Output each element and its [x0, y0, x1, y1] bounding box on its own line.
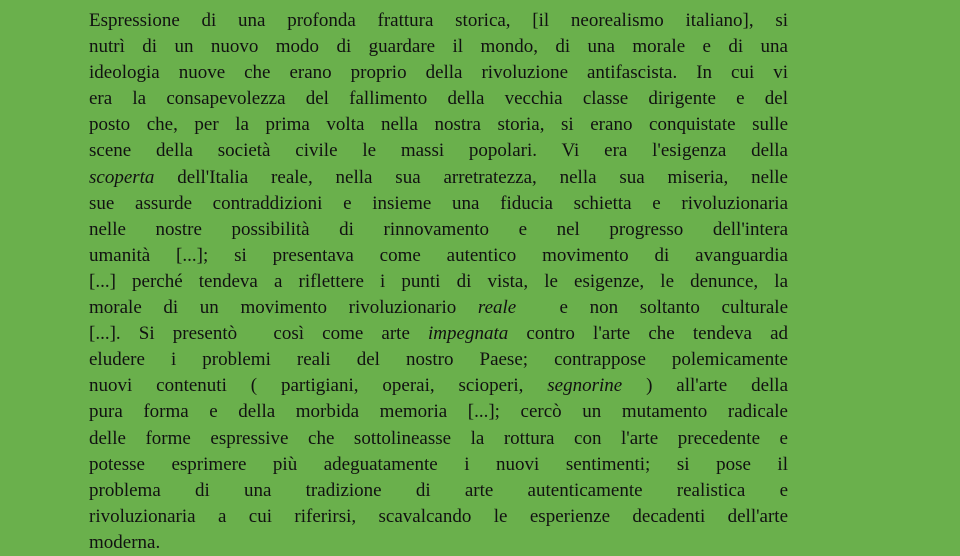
italic-term: reale: [477, 297, 517, 319]
text-segment: e non soltanto culturale: [516, 297, 788, 319]
text-line: [89, 34, 788, 60]
text-line: [89, 452, 788, 478]
text-segment: delle forme espressive che sottolineasse la rottura con l'arte precedente e: [89, 427, 788, 449]
text-line: [89, 112, 788, 138]
text-segment: potesse esprimere più adeguatamente i nuovi sentimenti; si pose il: [89, 453, 788, 475]
text-line: [89, 321, 788, 347]
text-segment: nelle nostre possibilità di rinnovamento e nel progresso dell'intera: [89, 218, 788, 240]
text-segment: sue assurde contraddizioni e insieme una fiducia schietta e rivoluzionaria: [89, 192, 788, 214]
text-segment: ) all'arte della: [622, 375, 789, 397]
text-line: [89, 399, 788, 425]
text-line: [89, 86, 788, 112]
text-line: [89, 295, 788, 321]
text-line: [89, 530, 788, 556]
text-segment: nutrì di un nuovo modo di guardare il mondo, di una morale e di una: [89, 36, 788, 58]
text-line: [89, 373, 788, 399]
text-segment: rivoluzionaria a cui riferirsi, scavalcando le esperienze decadenti dell'arte: [89, 505, 788, 527]
text-segment: Espressione di una profonda frattura storica, [il neorealismo italiano], si: [89, 10, 788, 31]
text-line: [89, 138, 788, 164]
text-line: [89, 269, 788, 295]
text-line: [89, 504, 788, 530]
text-segment: nuovi contenuti ( partigiani, operai, scioperi,: [89, 375, 548, 397]
text-line: [89, 60, 788, 86]
text-segment: scene della società civile le massi popolari. Vi era l'esigenza della: [89, 140, 788, 162]
text-line: [89, 243, 788, 269]
text-line: [89, 217, 788, 243]
text-segment: [...] perché tendeva a riflettere i punti di vista, le esigenze, le denunce, la: [89, 270, 788, 292]
text-segment: umanità [...]; si presentava come autentico movimento di avanguardia: [89, 244, 788, 266]
text-segment: dell'Italia reale, nella sua arretratezza, nella sua miseria, nelle: [154, 166, 788, 188]
text-segment: era la consapevolezza del fallimento della vecchia classe dirigente e del: [89, 88, 788, 110]
text-segment: morale di un movimento rivoluzionario: [89, 297, 478, 319]
text-line: [89, 347, 788, 373]
text-line: [89, 191, 788, 217]
italic-term: scoperta: [89, 166, 155, 188]
text-segment: eludere i problemi reali del nostro Paese; contrappose polemicamente: [89, 349, 788, 371]
italic-term: impegnata: [428, 323, 509, 345]
quote-text-block: [89, 8, 788, 556]
text-line: [89, 426, 788, 452]
text-segment: [...]. Si presentò così come arte: [89, 323, 429, 345]
text-segment: problema di una tradizione di arte autenticamente realistica e: [89, 479, 788, 501]
text-segment: ideologia nuove che erano proprio della rivoluzione antifascista. In cui vi: [89, 62, 788, 84]
text-segment: pura forma e della morbida memoria [...]; cercò un mutamento radicale: [89, 401, 788, 423]
text-segment: posto che, per la prima volta nella nostra storia, si erano conquistate sulle: [89, 114, 788, 136]
text-line: [89, 8, 788, 34]
text-line: [89, 478, 788, 504]
italic-term: segnorine: [547, 375, 623, 397]
text-segment: moderna.: [89, 531, 161, 553]
text-segment: contro l'arte che tendeva ad: [508, 323, 789, 345]
text-line: [89, 165, 788, 191]
